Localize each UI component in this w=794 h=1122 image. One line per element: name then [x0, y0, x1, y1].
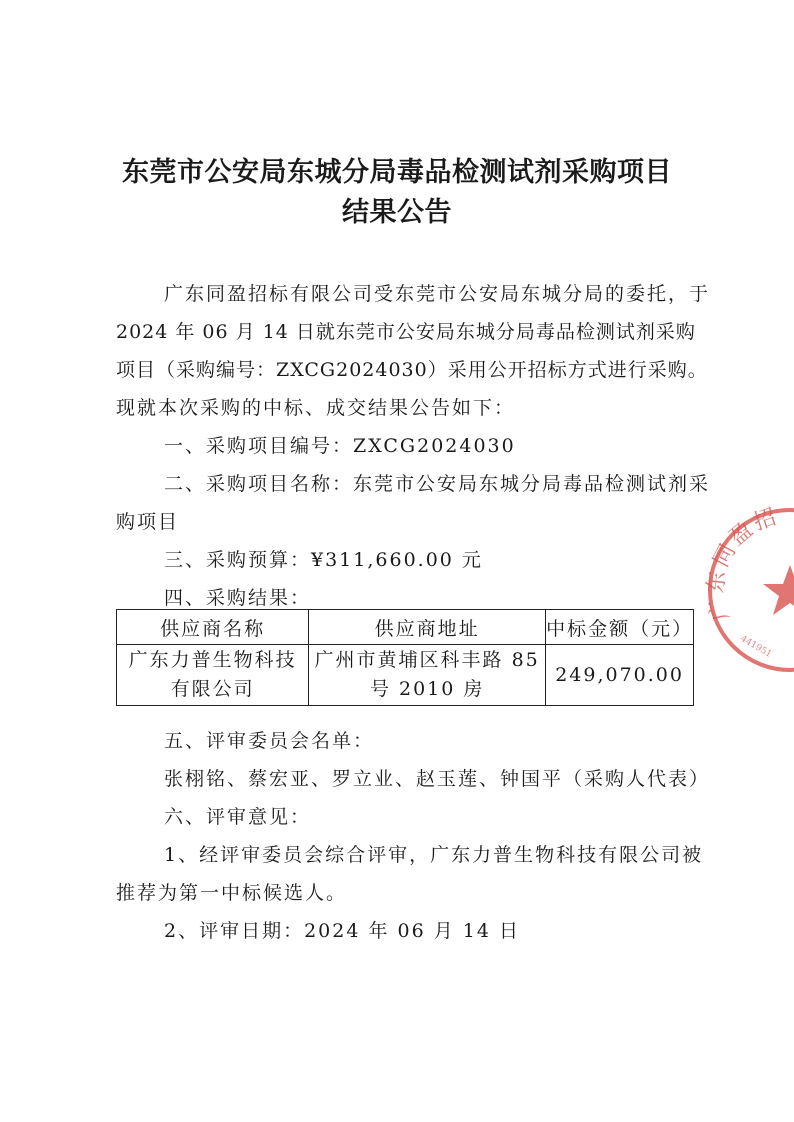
seal-number: 441951	[738, 633, 774, 660]
supplier-address-line1: 广州市黄埔区科丰路 85	[314, 649, 540, 671]
intro-line-3: 项目（采购编号：ZXCG2024030）采用公开招标方式进行采购。	[116, 359, 708, 381]
item-project-name-line1: 二、采购项目名称：东莞市公安局东城分局毒品检测试剂采	[164, 473, 711, 495]
committee-list: 张栩铭、蔡宏亚、罗立业、赵玉莲、钟国平（采购人代表）	[164, 768, 711, 790]
cell-supplier-address	[309, 645, 546, 706]
opinion-2-review-date: 2、评审日期：2024 年 06 月 14 日	[164, 920, 520, 942]
item-project-name-line2: 购项目	[116, 511, 180, 533]
opinion-1-line2: 推荐为第一中标候选人。	[116, 882, 348, 904]
result-table	[116, 609, 694, 706]
seal-text: 广东同盈招	[703, 503, 783, 624]
header-bid-amount: 中标金额（元）	[546, 610, 694, 645]
item-project-number: 一、采购项目编号：ZXCG2024030	[164, 435, 516, 457]
supplier-name-line2: 有限公司	[170, 678, 255, 700]
item-opinion-heading: 六、评审意见：	[164, 806, 312, 828]
item-result-heading: 四、采购结果：	[164, 587, 312, 609]
item-budget: 三、采购预算：¥311,660.00 元	[164, 549, 483, 571]
supplier-address-line2: 号 2010 房	[369, 678, 485, 700]
doc-title-line1: 东莞市公安局东城分局毒品检测试剂采购项目	[122, 157, 672, 188]
intro-line-2: 2024 年 06 月 14 日就东莞市公安局东城分局毒品检测试剂采购	[116, 321, 696, 343]
header-supplier-name: 供应商名称	[117, 610, 309, 645]
table-header-row	[117, 610, 694, 645]
intro-line-1: 广东同盈招标有限公司受东莞市公安局东城分局的委托，于	[164, 283, 711, 305]
cell-bid-amount: 249,070.00	[546, 645, 694, 706]
doc-title-line2: 结果公告	[342, 197, 452, 228]
supplier-name-line1: 广东力普生物科技	[128, 649, 297, 671]
company-seal-stamp	[700, 500, 794, 680]
cell-supplier-name	[117, 645, 309, 706]
item-committee-heading: 五、评审委员会名单：	[164, 730, 375, 752]
intro-line-4: 现就本次采购的中标、成交结果公告如下：	[116, 397, 516, 419]
table-row	[117, 645, 694, 706]
opinion-1-line1: 1、经评审委员会综合评审，广东力普生物科技有限公司被	[164, 844, 704, 866]
header-supplier-address: 供应商地址	[309, 610, 546, 645]
